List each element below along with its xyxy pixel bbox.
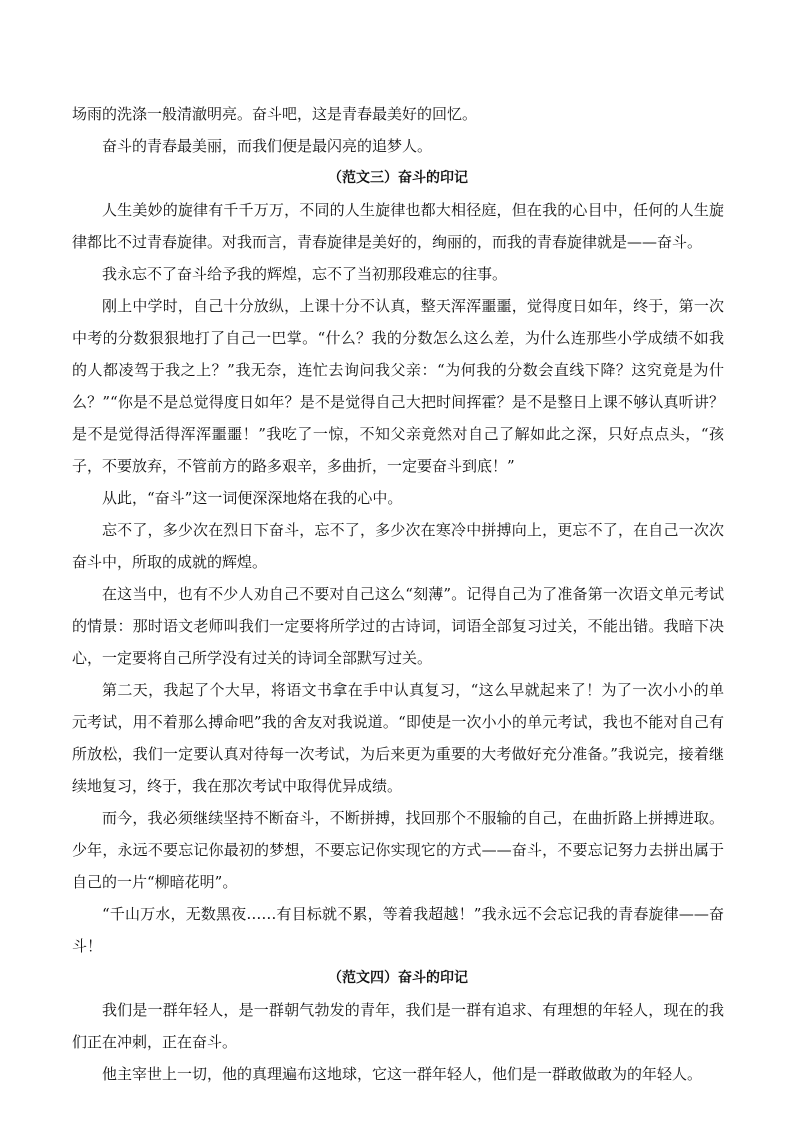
paragraph: 刚上中学时，自己十分放纵，上课十分不认真，整天浑浑噩噩，觉得度日如年，终于，第一次中考的分数狠狠地打了自己一巴掌。“什么？我的分数怎么这么差，为什么连那些小学成绩不如我的人都凌驾于我之上？”我无奈，连忙去询问我父亲：“为何我的分数会直线下降？这究竟是为什么？”“你是不是总觉得度日如年？是不是觉得自己大把时间挥霍？是不是整日上课不够认真听讲？是不是觉得活得浑浑噩噩！”我吃了一惊，不知父亲竟然对自己了解如此之深，只好点点头，“孩子，不要放弃，不管前方的路多艰辛，多曲折，一定要奋斗到底！” — [72, 297, 724, 475]
paragraph: 忘不了，多少次在烈日下奋斗，忘不了，多少次在寒冷中拼搏向上，更忘不了，在自己一次次奋斗中，所取的成就的辉煌。 — [72, 521, 724, 571]
paragraph: 我永忘不了奋斗给予我的辉煌，忘不了当初那段难忘的往事。 — [102, 265, 508, 283]
paragraph: “千山万水，无数黑夜……有目标就不累，等着我超越！”我永远不会忘记我的青春旋律——奋斗！ — [72, 905, 724, 955]
paragraph: 他主宰世上一切，他的真理遍布这地球，它这一群年轻人，他们是一群敢做敢为的年轻人。 — [102, 1065, 703, 1083]
paragraph: 在这当中，也有不少人劝自己不要对自己这么“刻薄”。记得自己为了准备第一次语文单元考试的情景：那时语文老师叫我们一定要将所学过的古诗词，词语全部复习过关，不能出错。我暗下决心，一定要将自己所学没有过关的诗词全部默写过关。 — [72, 585, 724, 667]
paragraph: 从此，“奋斗”这一词便深深地烙在我的心中。 — [102, 489, 403, 507]
section-heading-4: （范文四）奋斗的印记 — [328, 970, 468, 986]
paragraph: 人生美妙的旋律有千千万万，不同的人生旋律也都大相径庭，但在我的心目中，任何的人生旋律都比不过青春旋律。对我而言，青春旋律是美好的，绚丽的，而我的青春旋律就是——奋斗。 — [72, 201, 724, 251]
paragraph: 我们是一群年轻人，是一群朝气勃发的青年，我们是一群有追求、有理想的年轻人，现在的我们正在冲刺，正在奋斗。 — [72, 1001, 724, 1051]
paragraph: 场雨的洗涤一般清澈明亮。奋斗吧，这是青春最美好的回忆。 — [72, 105, 478, 123]
paragraph: 第二天，我起了个大早，将语文书拿在手中认真复习，“这么早就起来了！为了一次小小的单元考试，用不着那么搏命吧”我的舍友对我说道。“即使是一次小小的单元考试，我也不能对自己有所放松，我们一定要认真对待每一次考试，为后来更为重要的大考做好充分准备。”我说完，接着继续地复习，终于，我在那次考试中取得优异成绩。 — [72, 681, 724, 795]
section-heading-3: （范文三）奋斗的印记 — [328, 170, 468, 186]
paragraph: 奋斗的青春最美丽，而我们便是最闪亮的追梦人。 — [102, 137, 433, 155]
document-page — [72, 98, 724, 1090]
paragraph: 而今，我必须继续坚持不断奋斗，不断拼搏，找回那个不服输的自己，在曲折路上拼搏进取。少年，永远不要忘记你最初的梦想，不要忘记你实现它的方式——奋斗，不要忘记努力去拼出属于自己的一片“柳暗花明”。 — [72, 809, 724, 891]
